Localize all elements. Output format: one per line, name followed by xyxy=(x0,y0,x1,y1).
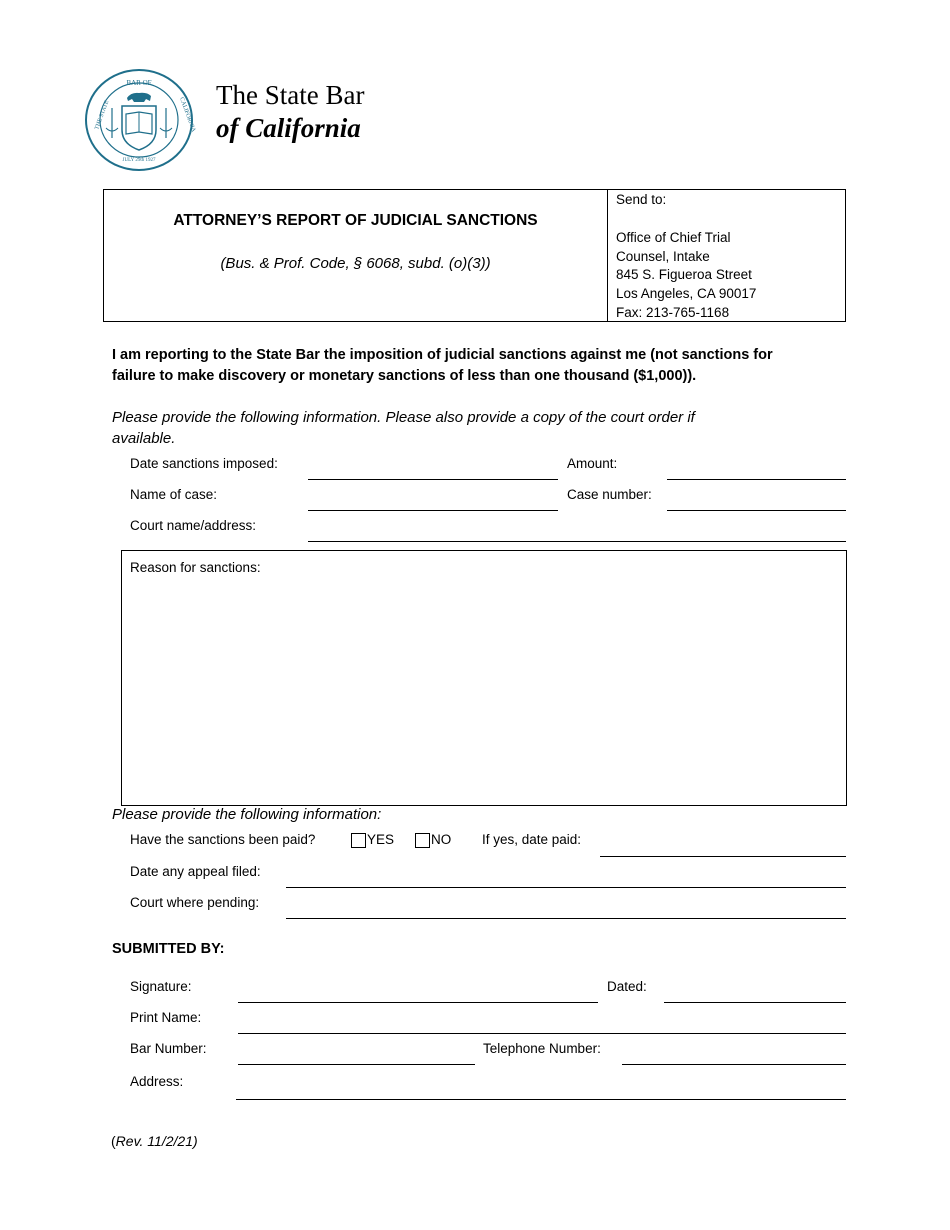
send-to-label: Send to: xyxy=(616,192,667,207)
amount-field[interactable] xyxy=(667,479,846,480)
form-citation: (Bus. & Prof. Code, § 6068, subd. (o)(3)) xyxy=(220,255,491,272)
brand-name-line1: The State Bar xyxy=(216,80,365,110)
paid-yes-checkbox[interactable] xyxy=(351,833,366,848)
send-to-line: Office of Chief Trial xyxy=(616,230,731,245)
court-label: Court name/address: xyxy=(130,518,257,533)
dated-field[interactable] xyxy=(664,1002,846,1003)
telephone-label: Telephone Number: xyxy=(483,1041,601,1056)
date-imposed-field[interactable] xyxy=(308,479,558,480)
brand-name-line2: of California xyxy=(216,113,361,143)
send-to-line: Counsel, Intake xyxy=(616,249,710,264)
header-divider xyxy=(607,190,608,321)
case-name-label: Name of case: xyxy=(130,487,218,502)
signature-label: Signature: xyxy=(130,979,192,994)
send-to-line: 845 S. Figueroa Street xyxy=(616,267,752,282)
bar-number-field[interactable] xyxy=(238,1064,475,1065)
case-number-label: Case number: xyxy=(567,487,652,502)
instructions-text: Please provide the following information. Please also provide a copy of the court order if available. xyxy=(112,409,695,447)
case-number-field[interactable] xyxy=(667,510,846,511)
date-imposed-label: Date sanctions imposed: xyxy=(130,456,278,471)
date-paid-field[interactable] xyxy=(600,856,846,857)
submitted-by-heading: SUBMITTED BY: xyxy=(112,941,225,957)
seal-right-text: CALIFORNIA xyxy=(178,96,197,133)
state-bar-seal-logo xyxy=(84,68,197,172)
amount-label: Amount: xyxy=(567,456,618,471)
print-name-field[interactable] xyxy=(238,1033,846,1034)
paid-question-label: Have the sanctions been paid? xyxy=(130,832,316,847)
court-field[interactable] xyxy=(308,541,846,542)
court-pending-label: Court where pending: xyxy=(130,895,260,910)
seal-top-text: BAR OF xyxy=(126,79,152,87)
form-title: ATTORNEY’S REPORT OF JUDICIAL SANCTIONS xyxy=(173,212,538,229)
paid-no-checkbox[interactable] xyxy=(415,833,430,848)
print-name-label: Print Name: xyxy=(130,1010,202,1025)
form-header-box xyxy=(103,189,846,322)
send-to-line: Los Angeles, CA 90017 xyxy=(616,286,757,301)
seal-date-text: JULY 29th 1927 xyxy=(122,158,156,163)
signature-field[interactable] xyxy=(238,1002,598,1003)
appeal-field[interactable] xyxy=(286,887,846,888)
reporting-statement: I am reporting to the State Bar the imposition of judicial sanctions against me (not sanctions for failure to make discovery or monetary sanctions of less than one thousand ($1,000)). xyxy=(112,347,773,384)
seal-left-text: THE STATE xyxy=(94,99,111,131)
case-name-field[interactable] xyxy=(308,510,558,511)
address-label: Address: xyxy=(130,1074,184,1089)
appeal-label: Date any appeal filed: xyxy=(130,864,261,879)
telephone-field[interactable] xyxy=(622,1064,846,1065)
paid-yes-label: YES xyxy=(367,832,395,847)
bar-number-label: Bar Number: xyxy=(130,1041,207,1056)
date-paid-label: If yes, date paid: xyxy=(482,832,582,847)
send-to-line: Fax: 213-765-1168 xyxy=(616,305,730,320)
court-pending-field[interactable] xyxy=(286,918,846,919)
revision-open-paren: ( xyxy=(111,1133,116,1149)
address-field[interactable] xyxy=(236,1099,846,1100)
revision-date: Rev. 11/2/21) xyxy=(115,1133,198,1149)
section2-heading: Please provide the following information: xyxy=(112,806,382,823)
reason-label: Reason for sanctions: xyxy=(130,560,261,575)
revision-note xyxy=(111,1133,198,1149)
reason-textarea[interactable] xyxy=(121,550,847,806)
dated-label: Dated: xyxy=(607,979,647,994)
paid-no-label: NO xyxy=(431,832,452,847)
